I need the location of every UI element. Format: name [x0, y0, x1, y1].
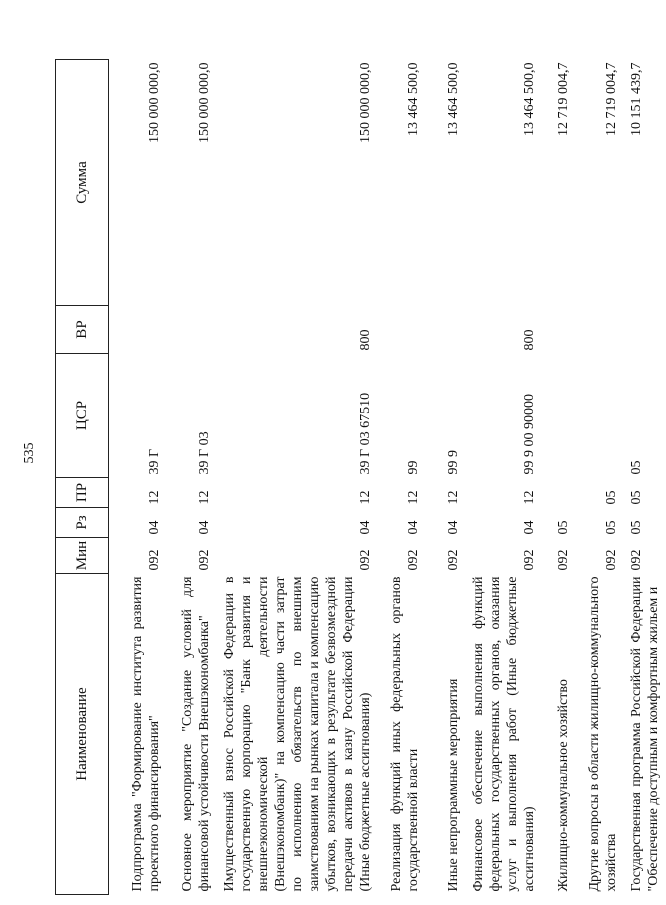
table-row — [426, 60, 466, 895]
cell-name: Иные непрограммные мероприятия — [446, 678, 461, 892]
header-sum: Сумма — [56, 60, 109, 306]
cell-csr: 99 — [406, 460, 421, 475]
cell-vr — [426, 306, 466, 354]
cell-csr: 39 Г — [147, 448, 162, 475]
cell-min: 092 — [406, 549, 421, 571]
cell-name: Подпрограмма "Формирование института развития проектного финансирования" — [130, 576, 162, 892]
cell-min: 092 — [446, 549, 461, 571]
cell-vr — [542, 306, 576, 354]
table-row — [466, 60, 542, 895]
cell-pr: 12 — [522, 490, 537, 505]
cell-csr: 39 Г 03 — [197, 431, 212, 475]
cell-min: 092 — [522, 549, 537, 571]
cell-vr: 800 — [522, 329, 537, 351]
cell-pr: 12 — [446, 490, 461, 505]
cell-vr — [109, 306, 168, 354]
cell-sum: 150 000 000,0 — [197, 62, 212, 143]
cell-csr: 99 9 00 90000 — [522, 394, 537, 475]
cell-sum: 150 000 000,0 — [147, 62, 162, 143]
cell-vr: 800 — [358, 329, 373, 351]
cell-csr — [576, 354, 624, 478]
cell-pr: 05 — [629, 490, 644, 505]
cell-vr — [167, 306, 217, 354]
header-name: Наименование — [56, 574, 109, 895]
budget-table-rotated — [55, 60, 661, 895]
cell-csr: 39 Г 03 67510 — [358, 392, 373, 475]
cell-name: Жилищно-коммунальное хозяйство — [556, 679, 571, 892]
cell-name: Реализация функций иных федеральных органов государственной власти — [389, 576, 421, 892]
cell-vr — [624, 306, 666, 354]
cell-pr — [542, 478, 576, 508]
table-row — [624, 60, 666, 895]
header-pr: ПР — [56, 478, 109, 508]
cell-name: Основное мероприятие "Создание условий для финансовой устойчивости Внешэкономбанка" — [180, 576, 212, 892]
cell-rz: 05 — [604, 520, 619, 535]
cell-sum: 150 000 000,0 — [358, 62, 373, 143]
table-row — [217, 60, 378, 895]
table-row — [378, 60, 426, 895]
table-row — [109, 60, 168, 895]
cell-rz: 05 — [629, 520, 644, 535]
cell-sum: 10 151 439,7 — [629, 62, 644, 136]
cell-csr: 05 — [629, 460, 644, 475]
cell-rz: 05 — [556, 520, 571, 535]
cell-rz: 04 — [358, 520, 373, 535]
table-row — [576, 60, 624, 895]
header-csr: ЦСР — [56, 354, 109, 478]
cell-sum: 13 464 500,0 — [446, 62, 461, 136]
cell-pr: 12 — [406, 490, 421, 505]
cell-min: 092 — [197, 549, 212, 571]
cell-sum: 12 719 004,7 — [604, 62, 619, 136]
budget-table — [55, 59, 666, 895]
cell-rz: 04 — [147, 520, 162, 535]
header-rz: Рз — [56, 508, 109, 538]
table-row — [167, 60, 217, 895]
cell-rz: 04 — [446, 520, 461, 535]
cell-pr: 12 — [358, 490, 373, 505]
cell-csr: 99 9 — [446, 450, 461, 475]
cell-csr — [542, 354, 576, 478]
table-header-row — [56, 60, 109, 895]
cell-min: 092 — [147, 549, 162, 571]
header-vr: ВР — [56, 306, 109, 354]
cell-min: 092 — [556, 549, 571, 571]
cell-pr: 12 — [147, 490, 162, 505]
cell-name: Финансовое обеспечение выполнения функций федеральных государственных органов, оказания услуг и выполнения работ (Иные бюджетные ассигнования) — [471, 576, 537, 892]
cell-name: Другие вопросы в области жилищно-коммунального хозяйства — [587, 576, 619, 892]
cell-min: 092 — [604, 549, 619, 571]
cell-pr: 12 — [197, 490, 212, 505]
header-min: Мин — [56, 538, 109, 574]
cell-vr — [378, 306, 426, 354]
cell-pr: 05 — [604, 490, 619, 505]
cell-name: Имущественный взнос Российской Федерации в государственную корпорацию "Банк развития и внешнеэкономической деятельности (Внешэкономбанк)" на компенсацию части затрат по исполнению обязательств по внешним заимствованиям на рынках капитала и компенсацию убытков, возникающих в результате безвозмездной передачи активов в казну Российской Федерации (Иные бюджетные ассигнования) — [222, 576, 373, 892]
cell-min: 092 — [629, 549, 644, 571]
cell-sum: 13 464 500,0 — [522, 62, 537, 136]
cell-rz: 04 — [522, 520, 537, 535]
cell-vr — [576, 306, 624, 354]
table-row — [542, 60, 576, 895]
page-number: 535 — [22, 442, 37, 464]
cell-sum: 12 719 004,7 — [556, 62, 571, 136]
cell-rz: 04 — [197, 520, 212, 535]
cell-sum: 13 464 500,0 — [406, 62, 421, 136]
cell-rz: 04 — [406, 520, 421, 535]
cell-min: 092 — [358, 549, 373, 571]
cell-name: Государственная программа Российской Федерации "Обеспечение доступным и комфортным жильем и — [629, 576, 661, 892]
